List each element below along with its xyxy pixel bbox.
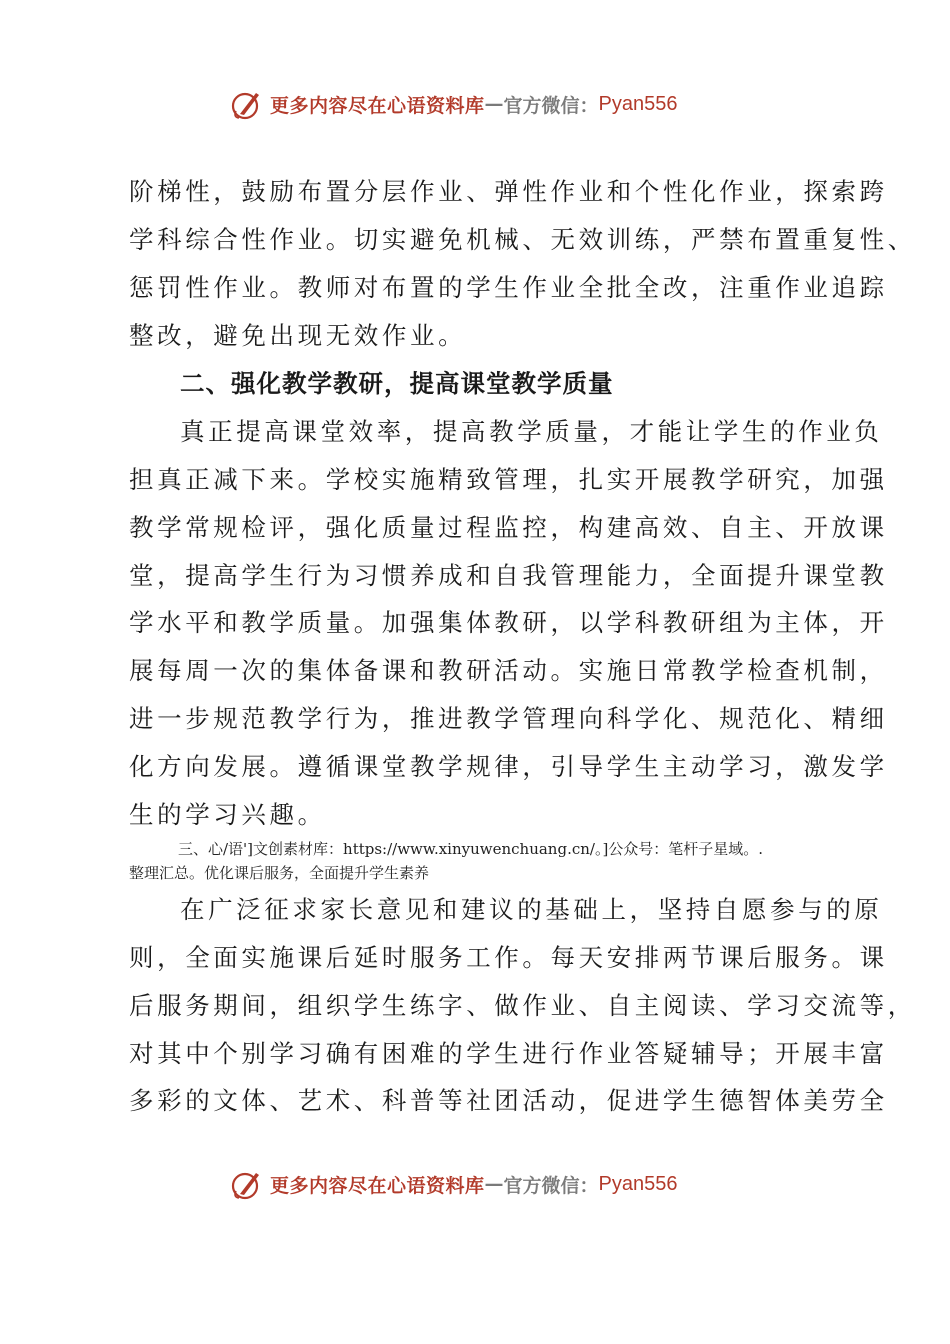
paragraph-2-line-1: 真正提高课堂效率，提高教学质量，才能让学生的作业负 <box>180 417 883 446</box>
banner-title: 更多内容尽在心语资料库 <box>270 1174 485 1197</box>
source-note-line-1: 三、心/语']文创素材库：https://www.xinyuwenchuang.cn/。]公众号：笔杆子星域。. <box>178 840 764 858</box>
banner-separator: — <box>484 1173 504 1195</box>
banner-separator: — <box>484 93 504 115</box>
banner-wechat-id: Pyan556 <box>598 1172 678 1195</box>
section-heading-2: 二、强化教学教研，提高课堂教学质量 <box>180 369 614 398</box>
paragraph-3-line-5: 多彩的文体、艺术、科普等社团活动，促进学生德智体美劳全 <box>129 1086 888 1115</box>
paragraph-1-line-2: 学科综合性作业。切实避免机械、无效训练，严禁布置重复性、 <box>129 225 916 254</box>
quill-pen-logo-icon <box>230 1167 264 1201</box>
banner-wechat-id: Pyan556 <box>598 92 678 115</box>
paragraph-2-line-4: 堂，提高学生行为习惯养成和自我管理能力，全面提升课堂教 <box>129 561 888 590</box>
banner-title: 更多内容尽在心语资料库 <box>270 94 485 117</box>
paragraph-2-line-2: 担真正减下来。学校实施精致管理，扎实开展教学研究，加强 <box>129 465 888 494</box>
banner-wechat-label: 官方微信： <box>503 1174 599 1197</box>
paragraph-2-line-3: 教学常规检评，强化质量过程监控，构建高效、自主、开放课 <box>129 513 888 542</box>
banner-wechat-label: 官方微信： <box>503 94 599 117</box>
section-heading-3: 整理汇总。优化课后服务，全面提升学生素养 <box>129 864 430 882</box>
paragraph-2-line-6: 展每周一次的集体备课和教研活动。实施日常教学检查机制， <box>129 656 888 685</box>
paragraph-1-line-4: 整改，避免出现无效作业。 <box>129 321 467 350</box>
paragraph-3-line-1: 在广泛征求家长意见和建议的基础上，坚持自愿参与的原 <box>180 895 883 924</box>
paragraph-2-line-7: 进一步规范教学行为，推进教学管理向科学化、规范化、精细 <box>129 704 888 733</box>
paragraph-3-line-4: 对其中个别学习确有困难的学生进行作业答疑辅导；开展丰富 <box>129 1039 888 1068</box>
paragraph-2-line-9: 生的学习兴趣。 <box>129 800 326 829</box>
header-banner <box>230 84 678 124</box>
paragraph-2-line-5: 学水平和教学质量。加强集体教研，以学科教研组为主体，开 <box>129 608 888 637</box>
paragraph-3-line-3: 后服务期间，组织学生练字、做作业、自主阅读、学习交流等， <box>129 991 916 1020</box>
paragraph-1-line-3: 惩罚性作业。教师对布置的学生作业全批全改，注重作业追踪 <box>129 273 888 302</box>
paragraph-3-line-2: 则，全面实施课后延时服务工作。每天安排两节课后服务。课 <box>129 943 888 972</box>
paragraph-1-line-1: 阶梯性，鼓励布置分层作业、弹性作业和个性化作业，探索跨 <box>129 177 888 206</box>
paragraph-2-line-8: 化方向发展。遵循课堂教学规律，引导学生主动学习，激发学 <box>129 752 888 781</box>
quill-pen-logo-icon <box>230 87 264 121</box>
footer-banner <box>230 1164 678 1204</box>
